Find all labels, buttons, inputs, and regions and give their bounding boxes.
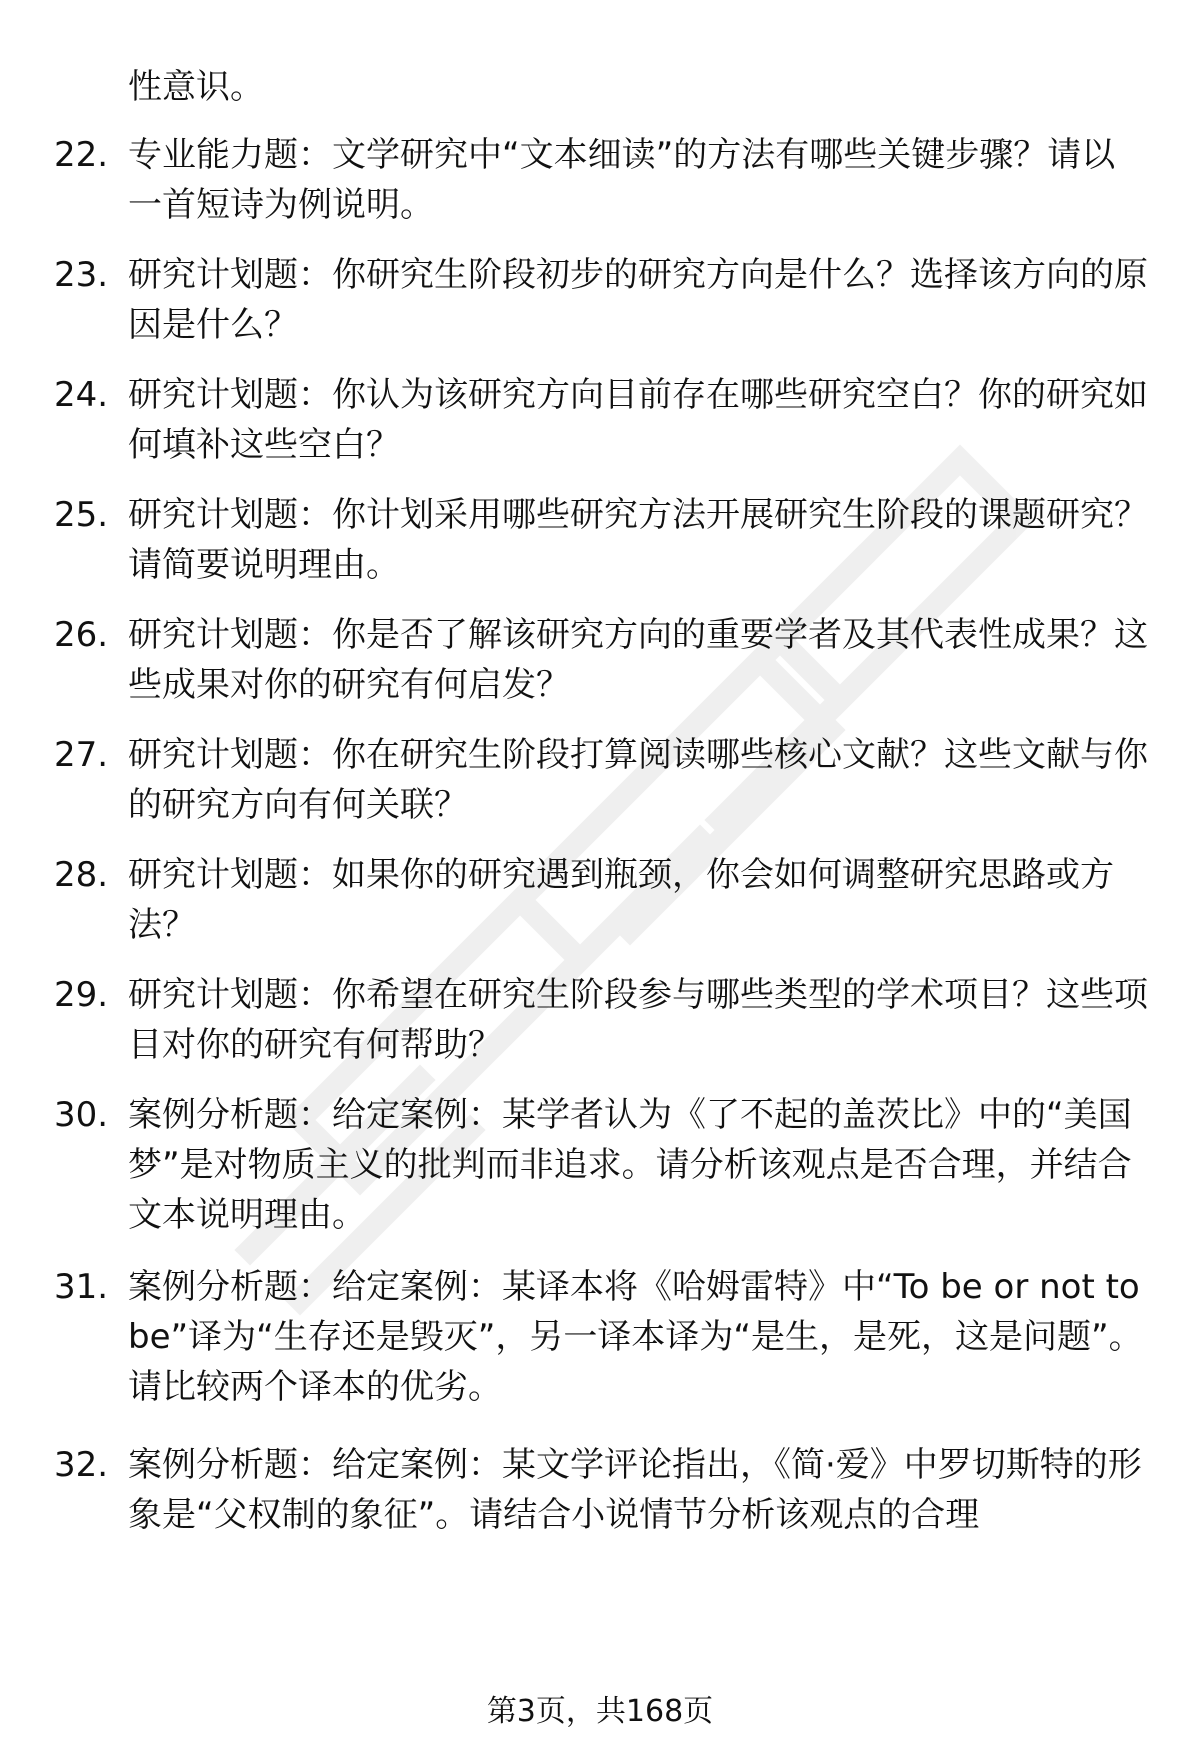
question-number: 25. [54,495,109,535]
question-text: 专业能力题：文学研究中“文本细读”的方法有哪些关键步骤？请以一首短诗为例说明。 [128,135,1116,225]
question-text: 研究计划题：如果你的研究遇到瓶颈，你会如何调整研究思路或方法？ [128,855,1114,945]
question-text: 研究计划题：你是否了解该研究方向的重要学者及其代表性成果？这些成果对你的研究有何启发？ [128,615,1148,705]
question-text: 案例分析题：给定案例：某学者认为《了不起的盖茨比》中的“美国梦”是对物质主义的批判而非追求。请分析该观点是否合理，并结合文本说明理由。 [128,1095,1132,1235]
question-text: 案例分析题：给定案例：某译本将《哈姆雷特》中“To be or not to be”译为“生存还是毁灭”，另一译本译为“是生，是死，这是问题”。请比较两个译本的优劣。 [128,1267,1143,1407]
question-number: 27. [54,735,109,775]
question-text: 研究计划题：你研究生阶段初步的研究方向是什么？选择该方向的原因是什么？ [128,255,1148,345]
continuation-text: 性意识。 [128,67,264,107]
question-text: 研究计划题：你希望在研究生阶段参与哪些类型的学术项目？这些项目对你的研究有何帮助？ [128,975,1148,1065]
question-number: 31. [54,1267,109,1307]
question-number: 29. [54,975,109,1015]
question-text: 研究计划题：你认为该研究方向目前存在哪些研究空白？你的研究如何填补这些空白？ [128,375,1148,465]
question-number: 22. [54,135,109,175]
question-number: 23. [54,255,109,295]
question-number: 28. [54,855,109,895]
question-number: 32. [54,1445,109,1485]
question-text: 研究计划题：你在研究生阶段打算阅读哪些核心文献？这些文献与你的研究方向有何关联？ [128,735,1148,825]
question-number: 26. [54,615,109,655]
page-footer: 第3页，共168页 [486,1694,714,1729]
question-number: 24. [54,375,109,415]
question-number: 30. [54,1095,109,1135]
question-text: 案例分析题：给定案例：某文学评论指出，《简·爱》中罗切斯特的形象是“父权制的象征”。请结合小说情节分析该观点的合理 [128,1445,1142,1535]
question-text: 研究计划题：你计划采用哪些研究方法开展研究生阶段的课题研究？请简要说明理由。 [128,495,1148,585]
